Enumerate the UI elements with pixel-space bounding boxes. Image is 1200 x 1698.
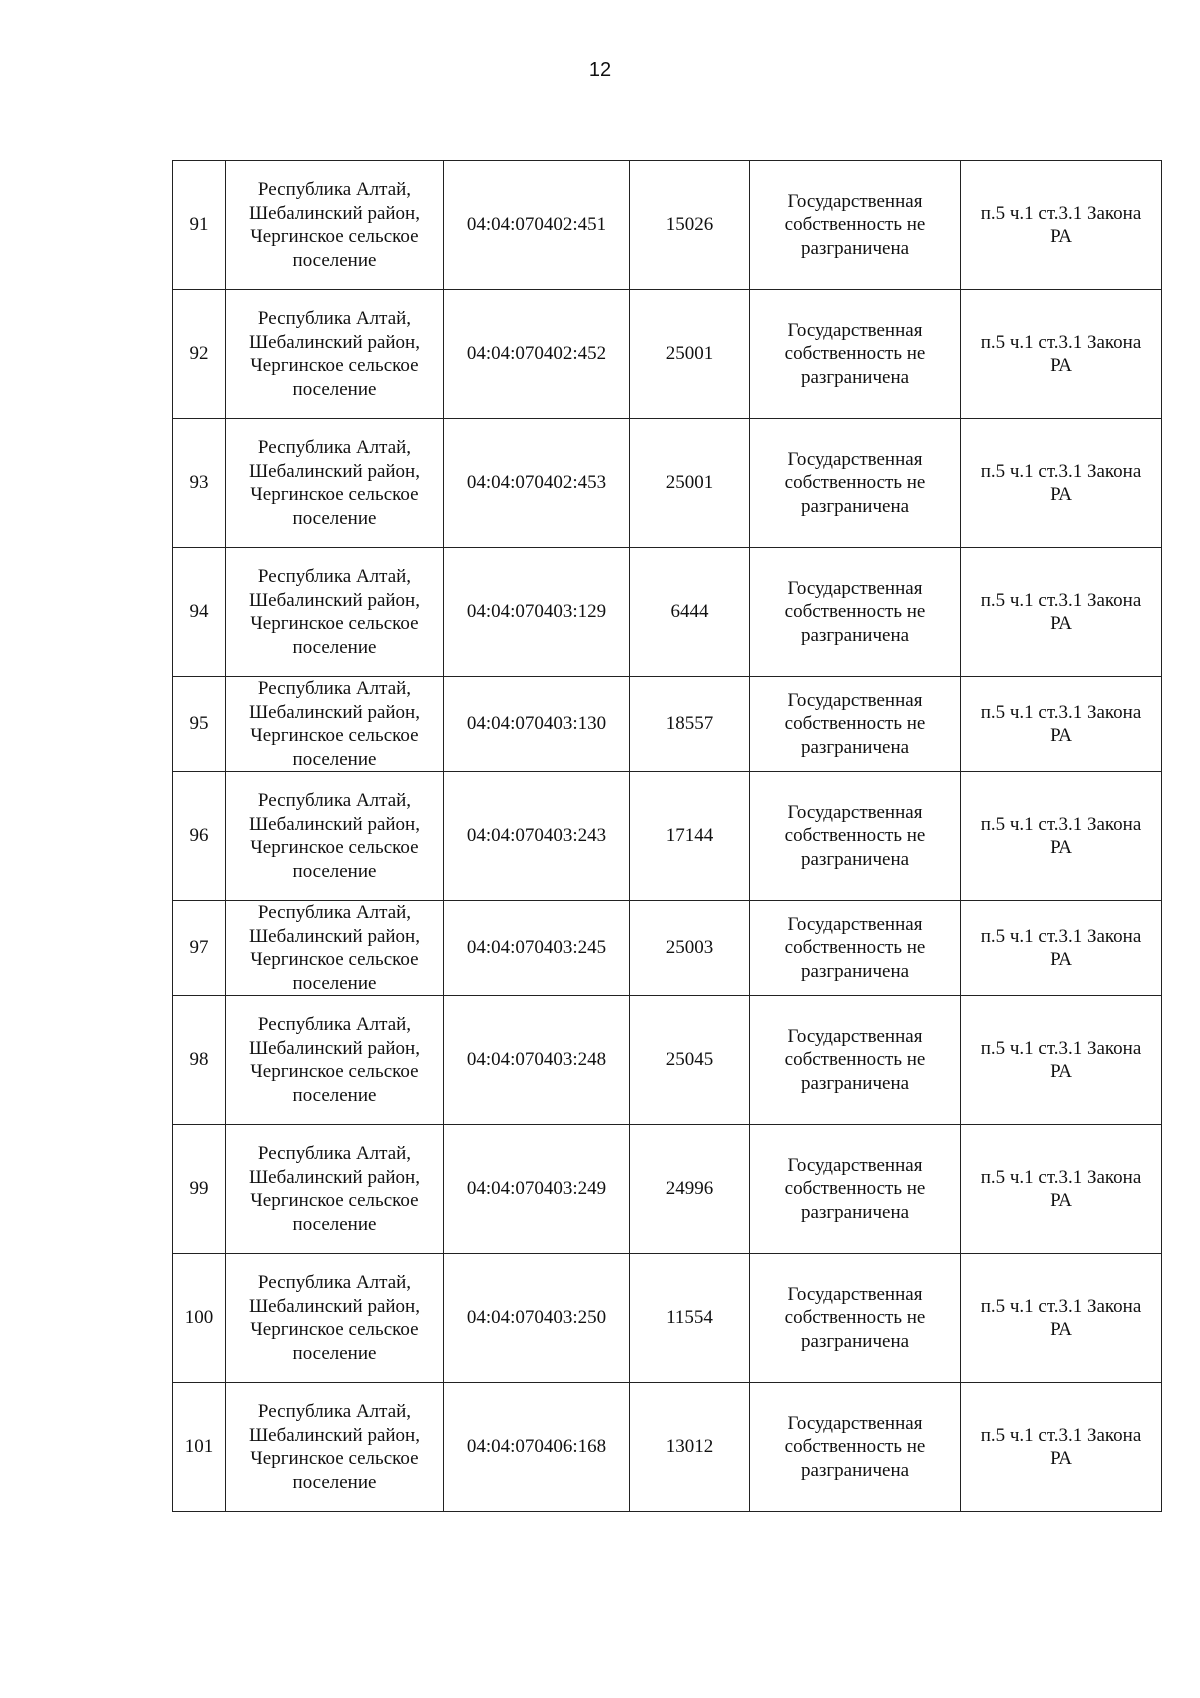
address-line: поселение — [292, 1471, 377, 1493]
address-line: Шебалинский район, — [249, 1166, 420, 1188]
ownership-line: разграничена — [800, 736, 910, 758]
area-cell: 25001 — [630, 290, 750, 419]
ownership-line: Государственная — [787, 1283, 923, 1305]
ownership-line: собственность не — [784, 1049, 926, 1071]
legal-basis-cell — [961, 548, 1162, 677]
ownership-cell — [750, 996, 961, 1125]
address-line: Чергинское сельское — [250, 613, 419, 634]
ownership-cell — [750, 1383, 961, 1512]
land-plots-table — [172, 160, 1162, 1512]
legal-basis-cell — [961, 772, 1162, 901]
legal-basis-cell — [961, 419, 1162, 548]
address-line: Чергинское сельское — [250, 725, 419, 746]
row-number-cell: 97 — [173, 901, 226, 996]
ownership-line: Государственная — [787, 1154, 923, 1176]
legal-basis-line: РА — [1050, 1190, 1072, 1211]
ownership-line: собственность не — [784, 825, 926, 847]
address-line: Республика Алтай, — [257, 437, 412, 458]
ownership-line: разграничена — [800, 237, 910, 259]
ownership-line: разграничена — [800, 848, 910, 870]
address-line: Чергинское сельское — [250, 1319, 419, 1340]
address-cell — [226, 996, 444, 1125]
row-number-cell: 94 — [173, 548, 226, 677]
legal-basis-cell — [961, 1383, 1162, 1512]
row-number-cell: 91 — [173, 161, 226, 290]
ownership-line: собственность не — [784, 937, 926, 959]
address-cell — [226, 161, 444, 290]
table-row — [173, 1125, 1162, 1254]
legal-basis-line: РА — [1050, 226, 1072, 247]
area-cell: 24996 — [630, 1125, 750, 1254]
ownership-line: разграничена — [800, 1330, 910, 1352]
cadastral-number-cell: 04:04:070403:248 — [444, 996, 630, 1125]
ownership-line: Государственная — [787, 1412, 923, 1434]
row-number-cell: 98 — [173, 996, 226, 1125]
cadastral-number-cell: 04:04:070403:243 — [444, 772, 630, 901]
table-row — [173, 290, 1162, 419]
table-row — [173, 677, 1162, 772]
legal-basis-line: РА — [1050, 837, 1072, 858]
legal-basis-line: РА — [1050, 355, 1072, 376]
ownership-line: разграничена — [800, 960, 910, 982]
ownership-cell — [750, 548, 961, 677]
address-line: Республика Алтай, — [257, 1272, 412, 1293]
address-cell — [226, 1383, 444, 1512]
ownership-line: разграничена — [800, 1201, 910, 1223]
area-cell: 13012 — [630, 1383, 750, 1512]
row-number-cell: 101 — [173, 1383, 226, 1512]
address-line: Республика Алтай, — [257, 678, 412, 699]
area-cell: 25003 — [630, 901, 750, 996]
legal-basis-line: РА — [1050, 725, 1072, 746]
table-row — [173, 548, 1162, 677]
address-line: поселение — [292, 1342, 377, 1364]
address-line: Чергинское сельское — [250, 484, 419, 505]
ownership-line: Государственная — [787, 689, 923, 711]
address-line: поселение — [292, 748, 377, 770]
address-line: Республика Алтай, — [257, 1143, 412, 1164]
address-cell — [226, 772, 444, 901]
ownership-line: собственность не — [784, 1436, 926, 1458]
address-line: Чергинское сельское — [250, 226, 419, 247]
address-line: Чергинское сельское — [250, 1190, 419, 1211]
ownership-line: собственность не — [784, 713, 926, 735]
ownership-line: Государственная — [787, 801, 923, 823]
area-cell: 17144 — [630, 772, 750, 901]
address-line: Шебалинский район, — [249, 589, 420, 611]
address-line: поселение — [292, 249, 377, 271]
legal-basis-cell — [961, 290, 1162, 419]
address-line: Шебалинский район, — [249, 1424, 420, 1446]
ownership-line: Государственная — [787, 319, 923, 341]
address-cell — [226, 419, 444, 548]
address-line: Чергинское сельское — [250, 1448, 419, 1469]
address-line: Республика Алтай, — [257, 1401, 412, 1422]
ownership-line: разграничена — [800, 1459, 910, 1481]
address-line: Шебалинский район, — [249, 925, 420, 947]
ownership-line: Государственная — [787, 913, 923, 935]
ownership-line: Государственная — [787, 190, 923, 212]
legal-basis-cell — [961, 677, 1162, 772]
address-line: Чергинское сельское — [250, 355, 419, 376]
address-cell — [226, 1254, 444, 1383]
cadastral-number-cell: 04:04:070403:250 — [444, 1254, 630, 1383]
legal-basis-line: РА — [1050, 1061, 1072, 1082]
address-line: Шебалинский район, — [249, 813, 420, 835]
legal-basis-line: п.5 ч.1 ст.3.1 Закона — [980, 1166, 1142, 1188]
address-line: Шебалинский район, — [249, 202, 420, 224]
page-number: 12 — [588, 59, 612, 81]
address-line: поселение — [292, 1084, 377, 1106]
cadastral-number-cell: 04:04:070402:453 — [444, 419, 630, 548]
address-line: поселение — [292, 860, 377, 882]
row-number-cell: 100 — [173, 1254, 226, 1383]
legal-basis-line: РА — [1050, 484, 1072, 505]
address-line: поселение — [292, 636, 377, 658]
legal-basis-cell — [961, 161, 1162, 290]
cadastral-number-cell: 04:04:070403:129 — [444, 548, 630, 677]
address-line: Шебалинский район, — [249, 701, 420, 723]
area-cell: 15026 — [630, 161, 750, 290]
address-cell — [226, 290, 444, 419]
address-line: Шебалинский район, — [249, 1037, 420, 1059]
legal-basis-line: п.5 ч.1 ст.3.1 Закона — [980, 202, 1142, 224]
ownership-line: Государственная — [787, 448, 923, 470]
row-number-cell: 93 — [173, 419, 226, 548]
area-cell: 11554 — [630, 1254, 750, 1383]
address-cell — [226, 548, 444, 677]
area-cell: 6444 — [630, 548, 750, 677]
address-line: поселение — [292, 507, 377, 529]
row-number-cell: 92 — [173, 290, 226, 419]
legal-basis-line: РА — [1050, 613, 1072, 634]
ownership-cell — [750, 1254, 961, 1383]
table-row — [173, 161, 1162, 290]
ownership-cell — [750, 901, 961, 996]
legal-basis-line: РА — [1050, 1448, 1072, 1469]
table-row — [173, 1383, 1162, 1512]
address-line: Чергинское сельское — [250, 949, 419, 970]
address-cell — [226, 901, 444, 996]
cadastral-number-cell: 04:04:070406:168 — [444, 1383, 630, 1512]
ownership-cell — [750, 677, 961, 772]
address-line: Республика Алтай, — [257, 566, 412, 587]
legal-basis-line: п.5 ч.1 ст.3.1 Закона — [980, 1424, 1142, 1446]
cadastral-number-cell: 04:04:070402:452 — [444, 290, 630, 419]
legal-basis-line: п.5 ч.1 ст.3.1 Закона — [980, 1037, 1142, 1059]
cadastral-number-cell: 04:04:070403:130 — [444, 677, 630, 772]
area-cell: 25045 — [630, 996, 750, 1125]
legal-basis-line: РА — [1050, 949, 1072, 970]
ownership-line: Государственная — [787, 1025, 923, 1047]
legal-basis-line: п.5 ч.1 ст.3.1 Закона — [980, 925, 1142, 947]
table-row — [173, 996, 1162, 1125]
ownership-line: Государственная — [787, 577, 923, 599]
address-line: Чергинское сельское — [250, 1061, 419, 1082]
legal-basis-line: п.5 ч.1 ст.3.1 Закона — [980, 813, 1142, 835]
address-line: поселение — [292, 972, 377, 994]
address-line: Республика Алтай, — [257, 179, 412, 200]
table-row — [173, 1254, 1162, 1383]
table-row — [173, 901, 1162, 996]
ownership-line: разграничена — [800, 1072, 910, 1094]
legal-basis-line: п.5 ч.1 ст.3.1 Закона — [980, 460, 1142, 482]
address-line: поселение — [292, 378, 377, 400]
address-line: Шебалинский район, — [249, 1295, 420, 1317]
row-number-cell: 96 — [173, 772, 226, 901]
address-line: Республика Алтай, — [257, 1014, 412, 1035]
ownership-line: собственность не — [784, 1178, 926, 1200]
legal-basis-line: п.5 ч.1 ст.3.1 Закона — [980, 701, 1142, 723]
legal-basis-cell — [961, 1254, 1162, 1383]
address-line: Республика Алтай, — [257, 308, 412, 329]
address-line: Республика Алтай, — [257, 790, 412, 811]
ownership-line: собственность не — [784, 1307, 926, 1329]
ownership-line: разграничена — [800, 624, 910, 646]
cadastral-number-cell: 04:04:070402:451 — [444, 161, 630, 290]
legal-basis-line: п.5 ч.1 ст.3.1 Закона — [980, 1295, 1142, 1317]
address-line: поселение — [292, 1213, 377, 1235]
ownership-cell — [750, 772, 961, 901]
ownership-cell — [750, 290, 961, 419]
ownership-line: разграничена — [800, 366, 910, 388]
ownership-line: разграничена — [800, 495, 910, 517]
ownership-cell — [750, 419, 961, 548]
table-row — [173, 772, 1162, 901]
cadastral-number-cell: 04:04:070403:249 — [444, 1125, 630, 1254]
table-row — [173, 419, 1162, 548]
row-number-cell: 95 — [173, 677, 226, 772]
legal-basis-line: п.5 ч.1 ст.3.1 Закона — [980, 331, 1142, 353]
legal-basis-line: п.5 ч.1 ст.3.1 Закона — [980, 589, 1142, 611]
cadastral-number-cell: 04:04:070403:245 — [444, 901, 630, 996]
ownership-line: собственность не — [784, 601, 926, 623]
ownership-line: собственность не — [784, 214, 926, 236]
ownership-cell — [750, 161, 961, 290]
legal-basis-cell — [961, 996, 1162, 1125]
ownership-cell — [750, 1125, 961, 1254]
row-number-cell: 99 — [173, 1125, 226, 1254]
address-line: Шебалинский район, — [249, 331, 420, 353]
address-line: Чергинское сельское — [250, 837, 419, 858]
ownership-line: собственность не — [784, 343, 926, 365]
address-line: Шебалинский район, — [249, 460, 420, 482]
area-cell: 25001 — [630, 419, 750, 548]
area-cell: 18557 — [630, 677, 750, 772]
address-cell — [226, 1125, 444, 1254]
ownership-line: собственность не — [784, 472, 926, 494]
legal-basis-cell — [961, 1125, 1162, 1254]
legal-basis-line: РА — [1050, 1319, 1072, 1340]
legal-basis-cell — [961, 901, 1162, 996]
address-cell — [226, 677, 444, 772]
address-line: Республика Алтай, — [257, 902, 412, 923]
